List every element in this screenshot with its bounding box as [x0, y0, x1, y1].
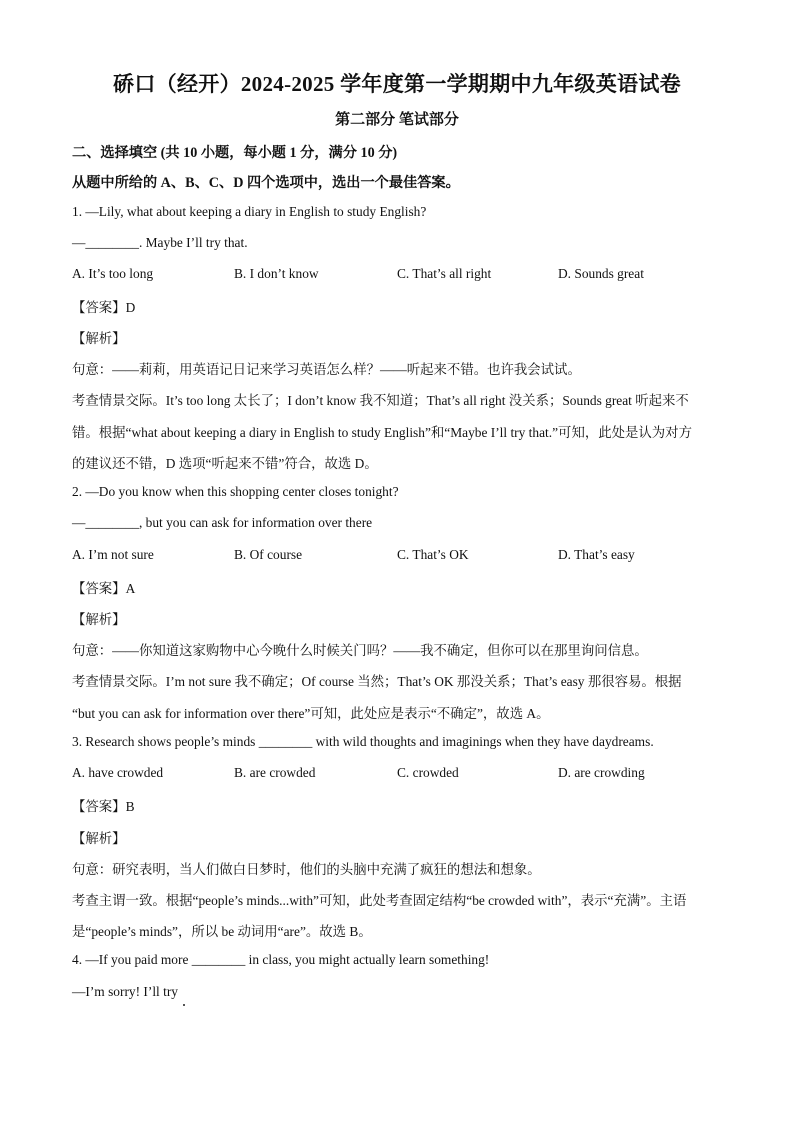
q1-option-c: C. That’s all right — [397, 266, 492, 281]
page-title: 硚口（经开）2024-2025 学年度第一学期期中九年级英语试卷 — [113, 72, 681, 96]
q2-option-d: D. That’s easy — [558, 547, 635, 562]
q2-stem: 2. —Do you know when this shopping center closes tonight? — [72, 484, 399, 499]
q2-option-b: B. Of course — [234, 547, 303, 562]
q1-analysis-tag: 【解析】 — [72, 331, 126, 346]
q1-explanation-1: 句意：——莉莉，用英语记日记来学习英语怎么样？——听起来不错。也许我会试试。 — [72, 362, 581, 377]
q1-answer — [72, 297, 135, 316]
q2-analysis-tag: 【解析】 — [72, 612, 126, 627]
q1-option-d: D. Sounds great — [558, 266, 644, 281]
q1-explanation-4: 的建议还不错，D 选项“听起来不错”符合，故选 D。 — [72, 456, 378, 471]
q1-explanation-2: 考查情景交际。It’s too long 太长了；I don’t know 我不知道；That’s all right 没关系；Sounds great 听起来不 — [72, 393, 689, 408]
q1-answer-value: D — [125, 300, 136, 315]
section-heading: 二、选择填空 (共 10 小题，每小题 1 分，满分 10 分) — [72, 145, 398, 161]
q3-option-a: A. have crowded — [72, 765, 164, 780]
stray-mark — [183, 1004, 185, 1006]
q2-explanation-1: 句意：——你知道这家购物中心今晚什么时候关门吗？——我不确定，但你可以在那里询问信息。 — [72, 643, 648, 658]
answer-tag: 【答案】 — [72, 799, 126, 814]
q3-stem: 3. Research shows people’s minds ________ with wild thoughts and imaginings when they have daydreams. — [72, 734, 654, 749]
section-instruction: 从题中所给的 A、B、C、D 四个选项中，选出一个最佳答案。 — [72, 175, 460, 191]
q4-stem: 4. —If you paid more ________ in class, you might actually learn something! — [72, 952, 490, 967]
q2-option-a: A. I’m not sure — [72, 547, 154, 562]
q3-explanation-1: 句意：研究表明，当人们做白日梦时，他们的头脑中充满了疯狂的想法和想象。 — [72, 862, 541, 877]
q2-answer — [72, 578, 135, 597]
q2-response: —________, but you can ask for information over there — [72, 515, 373, 530]
q3-answer-value: B — [125, 799, 135, 814]
q3-answer — [72, 796, 135, 815]
q3-option-c: C. crowded — [397, 765, 459, 780]
answer-tag: 【答案】 — [72, 581, 126, 596]
q4-response: —I’m sorry! I’ll try — [72, 984, 178, 999]
q1-explanation-3: 错。根据“what about keeping a diary in English to study English”和“Maybe I’ll try that.”可知，此处是认为对方 — [72, 425, 692, 440]
q3-analysis-tag: 【解析】 — [72, 831, 126, 846]
q3-option-b: B. are crowded — [234, 765, 316, 780]
answer-tag: 【答案】 — [72, 300, 126, 315]
q3-explanation-2: 考查主谓一致。根据“people’s minds...with”可知，此处考查固定结构“be crowded with”，表示“充满”。主语 — [72, 893, 687, 908]
q1-option-a: A. It’s too long — [72, 266, 154, 281]
q3-option-d: D. are crowding — [558, 765, 645, 780]
q1-stem: 1. —Lily, what about keeping a diary in English to study English? — [72, 204, 427, 219]
q2-explanation-2: 考查情景交际。I’m not sure 我不确定；Of course 当然；That’s OK 那没关系；That’s easy 那很容易。根据 — [72, 674, 682, 689]
page-subtitle: 第二部分 笔试部分 — [335, 112, 459, 128]
q2-explanation-3: “but you can ask for information over there”可知，此处应是表示“不确定”，故选 A。 — [72, 706, 550, 721]
q3-explanation-3: 是“people’s minds”，所以 be 动词用“are”。故选 B。 — [72, 924, 372, 939]
q2-answer-value: A — [125, 581, 136, 596]
q1-option-b: B. I don’t know — [234, 266, 319, 281]
q1-response: —________. Maybe I’ll try that. — [72, 235, 248, 250]
q2-option-c: C. That’s OK — [397, 547, 469, 562]
